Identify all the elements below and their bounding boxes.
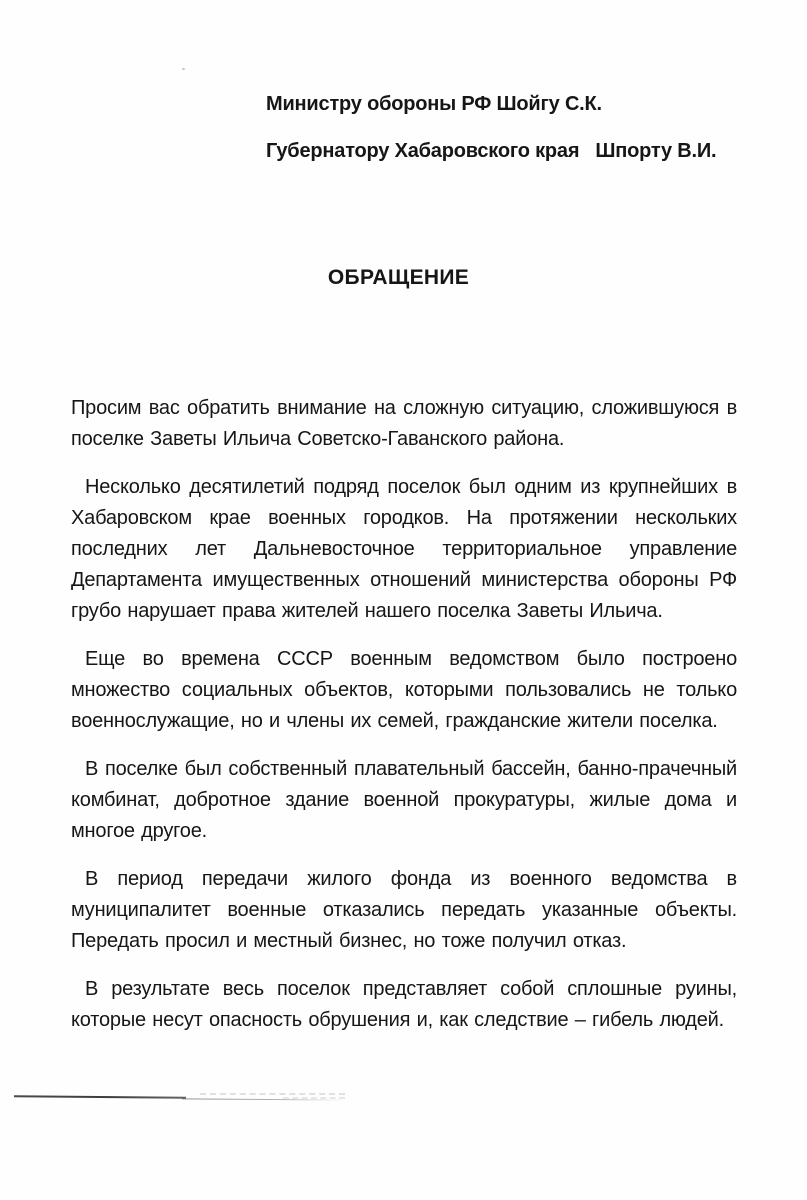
scan-artifact-dashes [200,1093,345,1095]
body-paragraph: Просим вас обратить внимание на сложную ситуацию, сложившуюся в поселке Заветы Ильича Советско-Гаванского района. [71,397,737,450]
letter-body [71,393,737,1053]
body-paragraph: Несколько десятилетий подряд поселок был одним из крупнейших в Хабаровском крае военных городков. На протяжении нескольких последних лет Дальневосточное территориальное управление Департамента имущественных отношений министерства обороны РФ грубо нарушает права жителей нашего поселка Заветы Ильича. [71,476,737,622]
body-paragraph: В поселке был собственный плавательный бассейн, банно-прачечный комбинат, добротное здание военной прокуратуры, жилые дома и многое другое. [71,758,737,842]
recipient-block [266,92,716,186]
document-title: ОБРАЩЕНИЕ [327,266,470,289]
body-paragraph: В результате весь поселок представляет собой сплошные руины, которые несут опасность обрушения и, как следствие – гибель людей. [71,978,737,1031]
scan-artifact-line [182,1098,347,1100]
body-paragraph: В период передачи жилого фонда из военного ведомства в муниципалитет военные отказались передать указанные объекты. Передать просил и местный бизнес, но тоже получил отказ. [71,868,737,952]
body-paragraph: Еще во времена СССР военным ведомством было построено множество социальных объектов, которыми пользовались не только военнослужащие, но и члены их семей, гражданские жители поселка. [71,648,737,732]
recipient-line-minister: Министру обороны РФ Шойгу С.К. [266,93,602,115]
scan-artifact-line [14,1095,186,1099]
recipient-line-governor: Губернатору Хабаровского края Шпорту В.И. [266,140,717,162]
scan-speck-artifact [182,68,185,70]
